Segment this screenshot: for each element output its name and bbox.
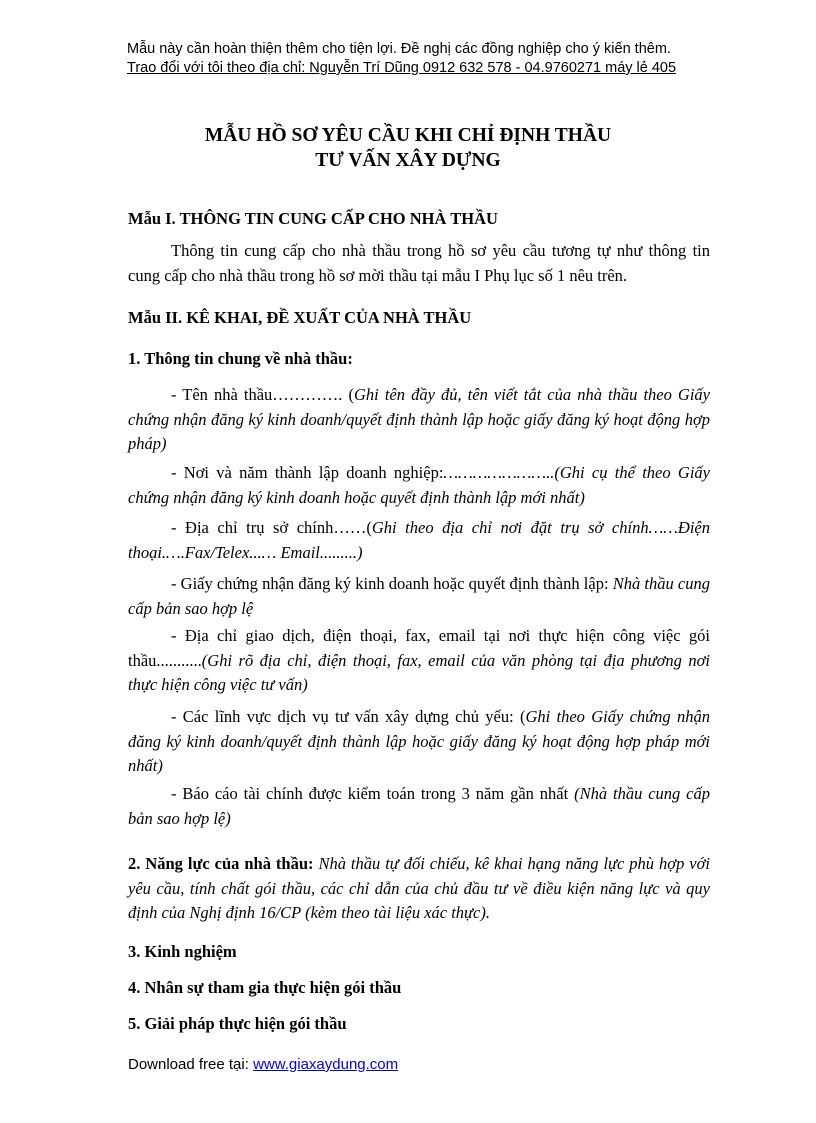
- document-subtitle: TƯ VẤN XÂY DỰNG: [315, 150, 501, 171]
- sub2-body: Nhà thầu tự đối chiếu, kê khai hạng năng lực phù hợp với yêu cầu, tính chất gói thầu, các chỉ dẫn của chủ đầu tư về điều kiện năng lực và quy định của Nghị định 16/CP (kèm theo tài liệu xác thực).: [128, 854, 710, 922]
- sub5-heading: 5. Giải pháp thực hiện gói thầu: [128, 1014, 347, 1033]
- list-item-local-office: - Địa chỉ giao dịch, điện thoại, fax, email tại nơi thực hiện công việc gói thầu...........(Ghi rõ địa chỉ, điện thoại, fax, email của văn phòng tại địa phương nơi thực hiện công việc tư vấn): [128, 626, 710, 694]
- footer-link[interactable]: www.giaxaydung.com: [253, 1056, 399, 1073]
- sub2-heading: 2. Năng lực của nhà thầu:: [128, 854, 314, 873]
- section2-heading: Mẫu II. KÊ KHAI, ĐỀ XUẤT CỦA NHÀ THẦU: [128, 308, 472, 327]
- footer: [128, 1055, 398, 1075]
- sub3-heading: 3. Kinh nghiệm: [128, 942, 237, 961]
- footer-label: Download free tại:: [128, 1056, 254, 1073]
- sub2-paragraph: [128, 852, 710, 926]
- list-item-founding: - Nơi và năm thành lập doanh nghiệp:…………………..(Ghi cụ thể theo Giấy chứng nhận đăng ký kinh doanh hoặc quyết định thành lập mới nhất): [128, 463, 710, 507]
- section1-heading: Mẫu I. THÔNG TIN CUNG CẤP CHO NHÀ THẦU: [128, 209, 498, 228]
- document-title: MẪU HỒ SƠ YÊU CẦU KHI CHỈ ĐỊNH THẦU: [204, 125, 612, 146]
- sub4-heading: 4. Nhân sự tham gia thực hiện gói thầu: [128, 978, 402, 997]
- list-item-business-license: - Giấy chứng nhận đăng ký kinh doanh hoặc quyết định thành lập: Nhà thầu cung cấp bản sao hợp lệ: [128, 574, 710, 618]
- section1-body: Thông tin cung cấp cho nhà thầu trong hồ sơ yêu cầu tương tự như thông tin cung cấp cho nhà thầu trong hồ sơ mời thầu tại mẫu I Phụ lục số 1 nêu trên.: [128, 241, 710, 285]
- sub1-heading: 1. Thông tin chung về nhà thầu:: [128, 349, 353, 368]
- list-item-service-fields: - Các lĩnh vực dịch vụ tư vấn xây dựng chủ yếu: (Ghi theo Giấy chứng nhận đăng ký kinh doanh/quyết định thành lập hoặc giấy đăng ký hoạt động hợp pháp mới nhất): [128, 707, 710, 775]
- list-item-contractor-name: - Tên nhà thầu…………. (Ghi tên đầy đủ, tên viết tắt của nhà thầu theo Giấy chứng nhận đăng ký kinh doanh/quyết định thành lập hoặc giấy đăng ký hoạt động hợp pháp): [128, 385, 711, 453]
- list-item-headquarters: - Địa chỉ trụ sở chính……(Ghi theo địa chỉ nơi đặt trụ sở chính……Điện thoại.….Fax/Telex...… Email.........): [128, 518, 710, 562]
- header-note: Mẫu này cần hoàn thiện thêm cho tiện lợi. Đề nghị các đồng nghiệp cho ý kiến thêm.: [127, 41, 671, 57]
- list-item-financial-report: - Báo cáo tài chính được kiểm toán trong 3 năm gần nhất (Nhà thầu cung cấp bản sao hợp lệ): [128, 784, 711, 828]
- header-contact: Trao đổi với tôi theo địa chỉ: Nguyễn Trí Dũng 0912 632 578 - 04.9760271 máy lẻ 405: [127, 60, 677, 76]
